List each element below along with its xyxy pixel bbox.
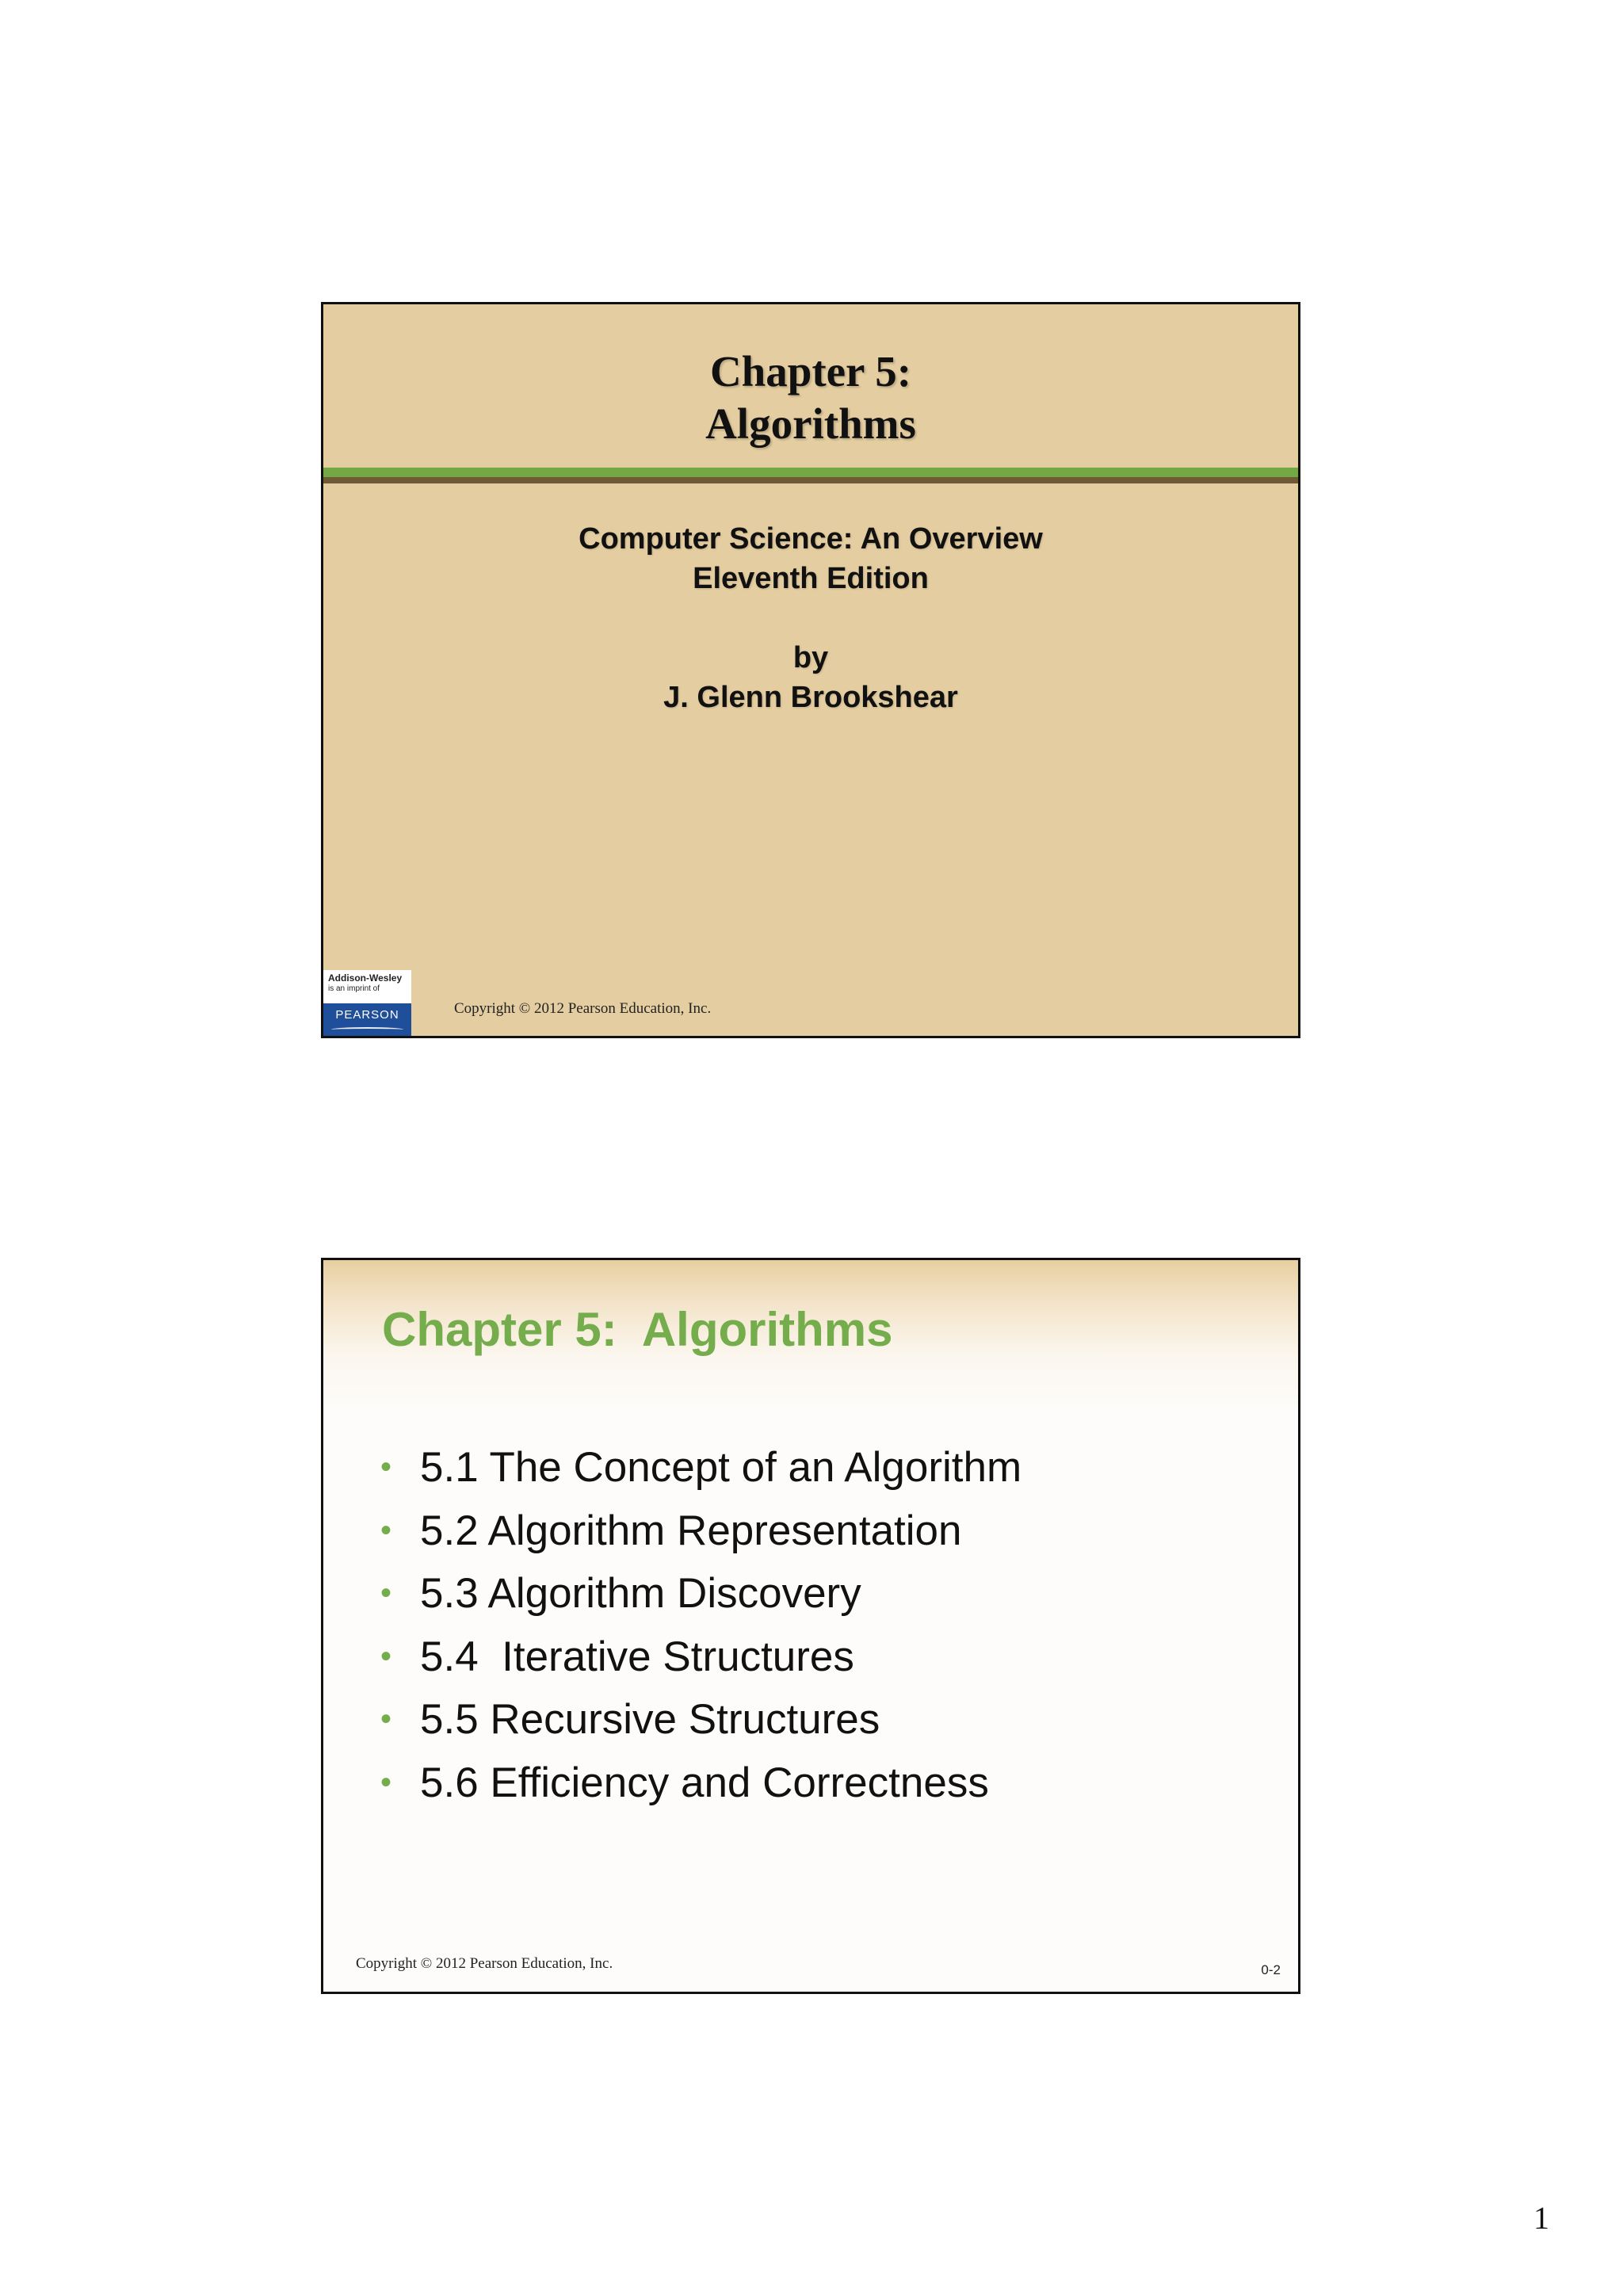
bullet-icon: • [380, 1764, 392, 1800]
title-divider-bar [323, 468, 1298, 483]
logo-swoosh-icon [331, 1027, 403, 1032]
logo-imprint-text: is an imprint of [328, 984, 380, 993]
list-item: • 5.5 Recursive Structures [380, 1688, 1022, 1752]
list-item: • 5.1 The Concept of an Algorithm [380, 1436, 1022, 1499]
title-slide [321, 302, 1300, 1038]
book-title: Computer Science: An Overview [579, 522, 1043, 556]
title-line-2: Algorithms [705, 399, 916, 448]
book-info [323, 519, 1298, 717]
list-item: • 5.6 Efficiency and Correctness [380, 1752, 1022, 1815]
copyright-notice: Copyright © 2012 Pearson Education, Inc. [454, 1000, 712, 1017]
bullet-icon: • [380, 1702, 392, 1736]
list-item: • 5.4 Iterative Structures [380, 1626, 1022, 1689]
logo-imprint-name: Addison-Wesley [328, 972, 403, 984]
section-list [380, 1436, 1022, 1814]
bullet-icon: • [380, 1576, 392, 1610]
page-number: 1 [1533, 2200, 1549, 2236]
publisher-logo [323, 970, 411, 1037]
copyright-notice: Copyright © 2012 Pearson Education, Inc. [356, 1955, 613, 1972]
list-item: • 5.2 Algorithm Representation [380, 1499, 1022, 1563]
title-line-1: Chapter 5: [709, 347, 912, 395]
bullet-icon: • [380, 1450, 392, 1484]
logo-brand: PEARSON [335, 1008, 399, 1022]
bullet-icon: • [380, 1512, 392, 1548]
by-label: by [792, 641, 829, 674]
outline-slide [321, 1258, 1300, 1994]
slide-title [323, 346, 1298, 450]
slide-title: Chapter 5: Algorithms [382, 1303, 893, 1356]
slide-number: 0-2 [1261, 1962, 1281, 1977]
bullet-icon: • [380, 1638, 392, 1674]
list-item: • 5.3 Algorithm Discovery [380, 1562, 1022, 1626]
book-edition: Eleventh Edition [693, 562, 929, 595]
author-name: J. Glenn Brookshear [663, 681, 958, 714]
